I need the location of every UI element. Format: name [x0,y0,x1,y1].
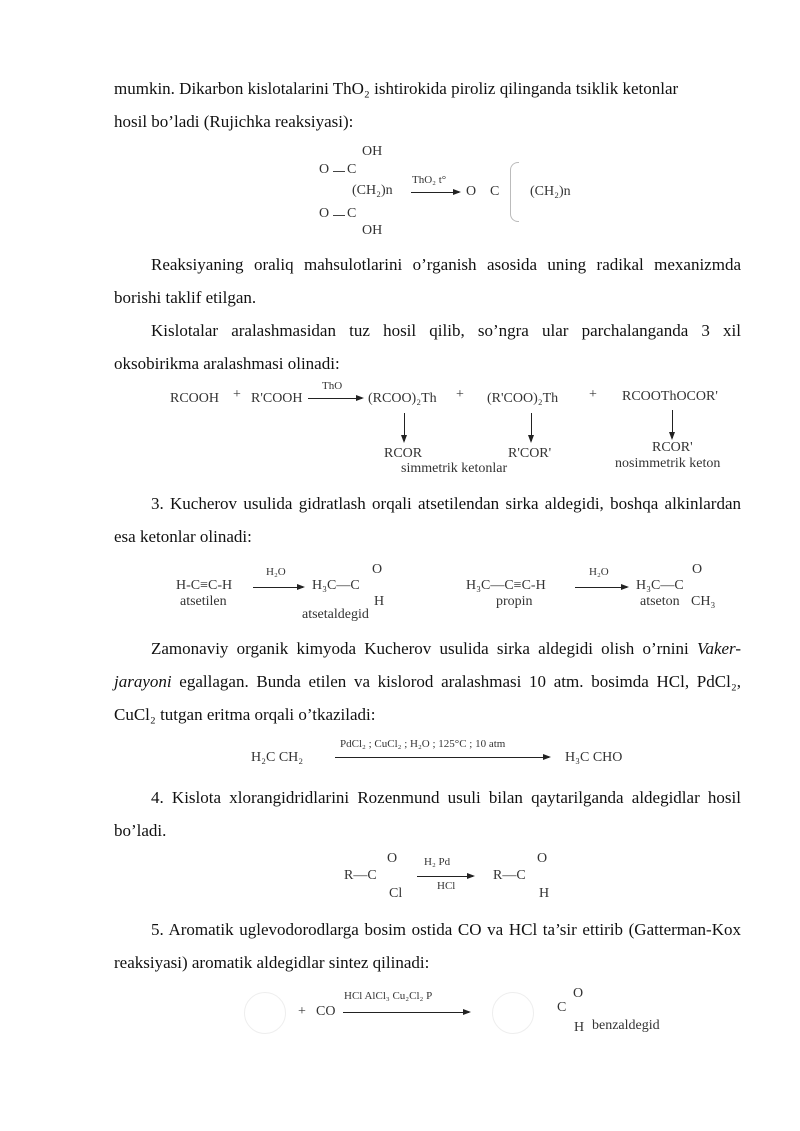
plus-sign: + [589,387,597,402]
paragraph-salts: Kislotalar aralashmasidan tuz hosil qilib, so’ngra ular parchalanganda 3 xil oksobirikma aralashmasi olinadi: [114,321,741,373]
aldehyde-hydrogen: H [539,886,550,901]
acyl-chloride-oxygen: O [387,851,398,866]
paragraph-rosenmund: 4. Kislota xlorangidridlarini Rozenmund usuli bilan qaytarilganda aldegidlar hosil bo’ladi. [114,788,741,840]
propyne-name: propin [496,594,533,609]
reaction-arrow [343,1012,469,1013]
paragraph-mechanism: Reaksiyaning oraliq mahsulotlarini o’rganish asosida uning radikal mexanizmda borishi taklif etilgan. [114,255,741,307]
reaction-arrow [411,192,459,193]
paragraph-text: egallagan. Bunda etilen va kislorod aralashmasi 10 atm. bosimda HCl, PdCl₂, CuCl₂ tutgan eritma orqali o’tkaziladi: [114,672,741,724]
acetaldehyde-name: atsetaldegid [302,607,369,622]
acetylene-name: atsetilen [180,594,227,609]
label-asymmetric-ketone: nosimmetrik keton [615,456,721,471]
paragraph-ruzicka [114,72,741,138]
o-top: O [319,162,330,177]
benzaldehyde-name: benzaldegid [592,1018,660,1033]
c-top: C [347,162,357,177]
down-arrow [672,410,673,438]
reagent-r-prime-cooh: R'COOH [251,391,303,406]
oh-bottom: OH [362,223,383,238]
acyl-chloride-chlorine: Cl [389,886,403,901]
carbon-monoxide: CO [316,1004,336,1019]
reaction-arrow [575,587,627,588]
reaction-condition: HCl [437,880,456,892]
reaction-condition: H₂O [266,566,286,578]
paragraph-text: hosil bo’ladi (Rujichka reaksiyasi): [114,112,354,131]
reaction-condition: ThO₂ t° [412,174,447,186]
wacker-process-term: Vaker-jarayoni [114,639,741,691]
plus-sign: + [233,387,241,402]
paragraph-gattermann-koch: 5. Aromatik uglevodorodlarga bosim ostida CO va HCl ta’sir ettirib (Gatterman-Kox reaksiyasi) aromatik aldegidlar sintez qilinadi: [114,920,741,972]
acetaldehyde-oxygen: O [372,562,383,577]
benzene-ring-icon [244,992,286,1034]
product-rcor: RCOR [384,446,423,461]
double-bond [333,215,345,216]
plus-sign: + [456,387,464,402]
paragraph-text: Zamonaviy organik kimyoda Kucherov usulida sirka aldegidi olish o’rnini [151,639,697,658]
acetone-carbon: H₃C—C [636,578,684,593]
reaction-condition: PdCl₂ ; CuCl₂ ; H₂O ; 125°C ; 10 atm [340,738,506,750]
reaction-arrow [308,398,362,399]
acetaldehyde-carbon: H₃C—C [312,578,360,593]
down-arrow [531,413,532,441]
aldehyde-oxygen: O [537,851,548,866]
label-symmetric-ketones: simmetrik ketonlar [401,461,508,476]
product-c: C [490,184,500,199]
ring-bracket [510,162,519,222]
acyl-chloride-carbon: R—C [344,868,377,883]
acetone-methyl: CH₃ [691,594,716,609]
reaction-condition: H₂O [589,566,609,578]
salt-1: (RCOO)₂Th [368,391,437,406]
o-bottom: O [319,206,330,221]
salt-3: RCOOThOCOR' [622,389,718,404]
plus-sign: + [298,1004,306,1019]
salt-2: (R'COO)₂Th [487,391,559,406]
ethylene-formula: H₂C CH₂ [251,750,304,765]
c-bottom: C [347,206,357,221]
down-arrow [404,413,405,441]
acetone-oxygen: O [692,562,703,577]
reaction-condition: HCl AlCl₃ Cu₂Cl₂ P [344,990,433,1002]
benzene-ring-icon [492,992,534,1034]
paragraph-kucherov: 3. Kucherov usulida gidratlash orqali atsetilendan sirka aldegidi, boshqa alkinlardan esa ketonlar olinadi: [114,494,741,546]
reaction-arrow [335,757,549,758]
aldehyde-hydrogen: H [574,1020,585,1035]
ch2n-label: (CH₂)n [352,183,393,198]
aldehyde-carbon: C [557,1000,567,1015]
product-o: O [466,184,477,199]
acetaldehyde-hydrogen: H [374,594,385,609]
product-ch2n: (CH₂)n [530,184,571,199]
product-rcor-prime: RCOR' [652,440,693,455]
reaction-arrow [253,587,303,588]
aldehyde-oxygen: O [573,986,584,1001]
reaction-condition: H₂ Pd [424,856,451,868]
propyne-formula: H₃C—C≡C-H [466,578,546,593]
reaction-condition: ThO [322,380,343,392]
aldehyde-carbon: R—C [493,868,526,883]
double-bond [333,171,345,172]
oh-top: OH [362,144,383,159]
paragraph-text: mumkin. Dikarbon kislotalarini ThO₂ ishtirokida piroliz qilinganda tsiklik ketonlar [114,79,679,98]
reagent-rcooh: RCOOH [170,391,220,406]
acetylene-formula: H-C≡C-H [176,578,233,593]
acetaldehyde-formula: H₃C CHO [565,750,623,765]
acetone-name: atseton [640,594,680,609]
reaction-arrow [417,876,473,877]
paragraph-wacker [114,632,741,731]
product-r-prime-cor-prime: R'COR' [508,446,552,461]
